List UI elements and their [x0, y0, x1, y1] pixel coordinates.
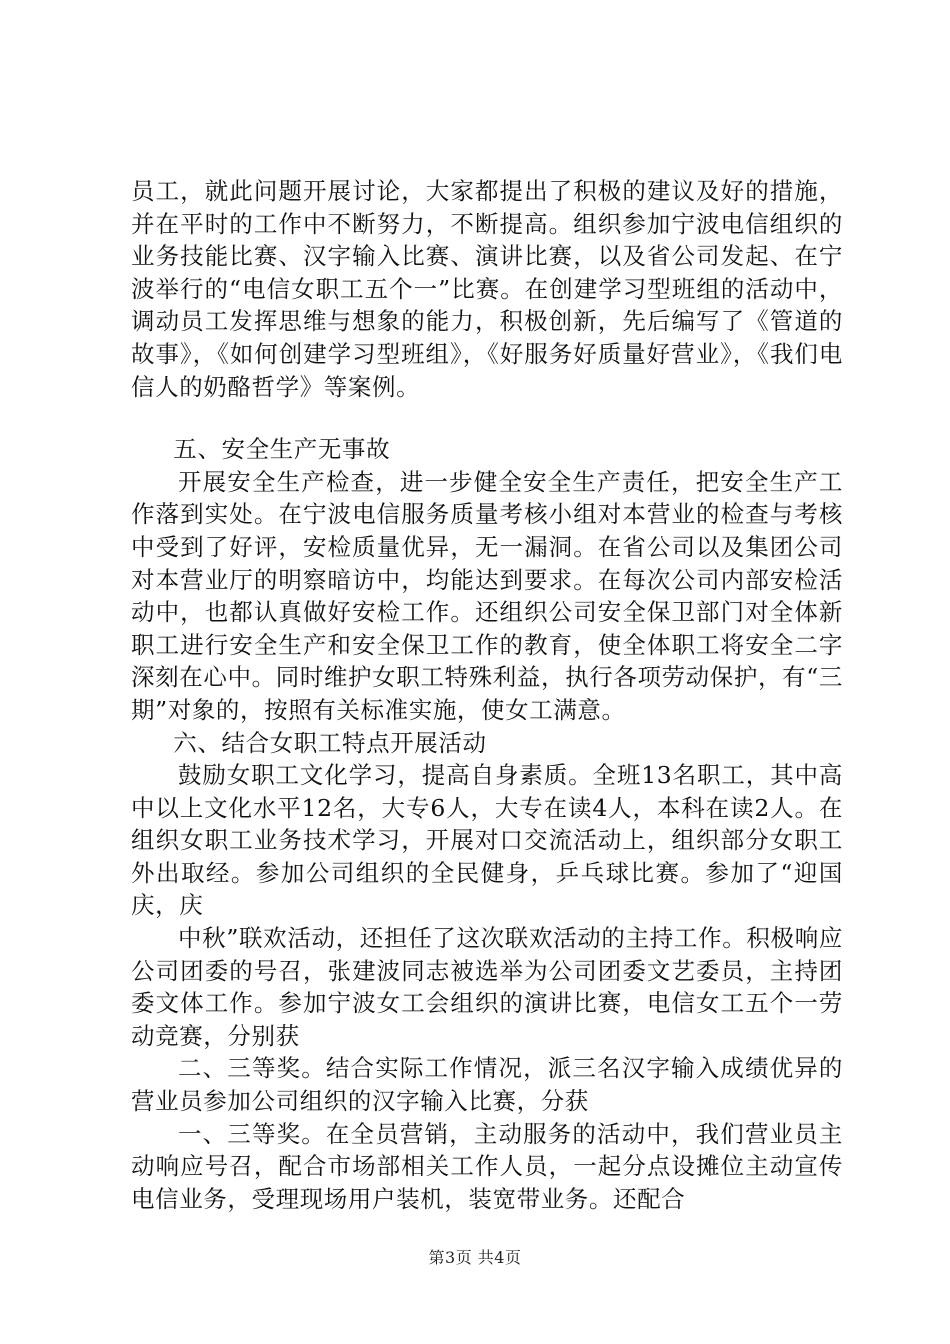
section-heading-six: 六、结合女职工特点开展活动 — [173, 728, 487, 757]
paragraph-awards-two-three: 二、三等奖。结合实际工作情况，派三名汉字输入成绩优异的营业员参加公司组织的汉字输入比赛，分获 — [131, 1054, 843, 1116]
document-body — [131, 175, 843, 1215]
paragraph-continuation: 员工，就此问题开展讨论，大家都提出了积极的建议及好的措施，并在平时的工作中不断努力，不断提高。组织参加宁波电信组织的业务技能比赛、汉字输入比赛、演讲比赛，以及省公司发起、在宁波举行的“电信女职工五个一”比赛。在创建学习型班组的活动中，调动员工发挥思维与想象的能力，积极创新，先后编写了《管道的故事》，《如何创建学习型班组》，《好服务好质量好营业》，《我们电信人的奶酪哲学》等案例。 — [131, 177, 843, 401]
section-heading-five: 五、安全生产无事故 — [173, 435, 391, 464]
paragraph-gap — [131, 403, 843, 433]
page-number-footer: 第3页 共4页 — [428, 1248, 522, 1267]
paragraph-education: 鼓励女职工文化学习，提高自身素质。全班13名职工，其中高中以上文化水平12名，大专6人，大专在读4人，本科在读2人。在组织女职工业务技术学习，开展对口交流活动上，组织部分女职工外出取经。参加公司组织的全民健身，乒乓球比赛。参加了“迎国庆，庆 — [131, 761, 843, 920]
paragraph-festival: 中秋”联欢活动，还担任了这次联欢活动的主持工作。积极响应公司团委的号召，张建波同志被选举为公司团委文艺委员，主持团委文体工作。参加宁波女工会组织的演讲比赛，电信女工五个一劳动竞赛，分别获 — [131, 924, 843, 1050]
paragraph-awards-one-three: 一、三等奖。在全员营销，主动服务的活动中，我们营业员主动响应号召，配合市场部相关工作人员，一起分点设摊位主动宣传电信业务，受理现场用户装机，装宽带业务。还配合 — [131, 1119, 843, 1213]
paragraph-safety: 开展安全生产检查，进一步健全安全生产责任，把安全生产工作落到实处。在宁波电信服务质量考核小组对本营业的检查与考核中受到了好评，安检质量优异，无一漏洞。在省公司以及集团公司对本营业厅的明察暗访中，均能达到要求。在每次公司内部安检活动中，也都认真做好安检工作。还组织公司安全保卫部门对全体新职工进行安全生产和安全保卫工作的教育，使全体职工将安全二字深刻在心中。同时维护女职工特殊利益，执行各项劳动保护，有“三期”对象的，按照有关标准实施，使女工满意。 — [131, 467, 843, 724]
